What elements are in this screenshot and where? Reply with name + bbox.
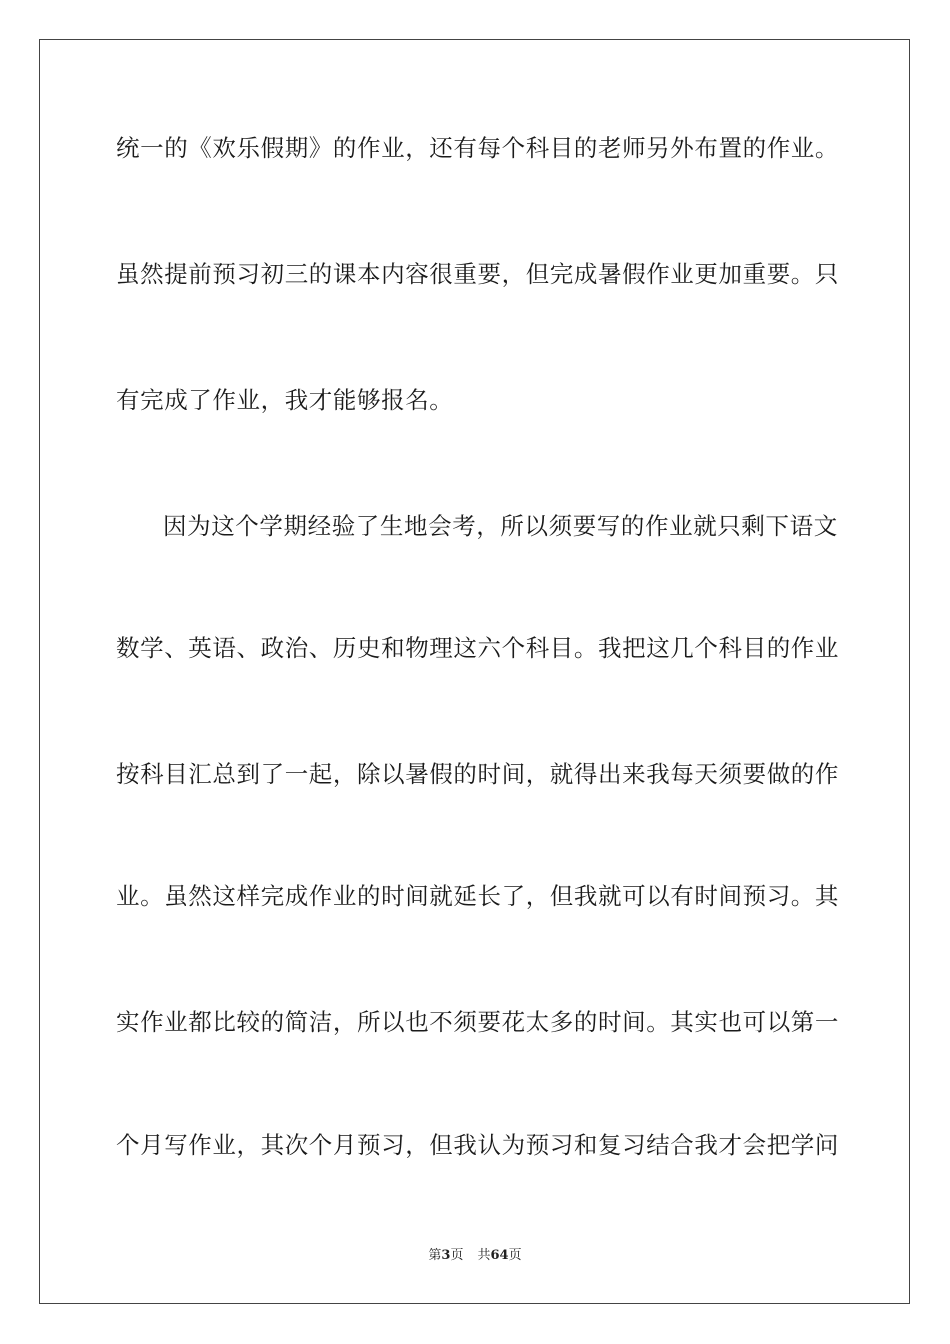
text-line-2: 虽然提前预习初三的课本内容很重要，但完成暑假作业更加重要。只	[116, 260, 839, 288]
text-line-4: 因为这个学期经验了生地会考，所以须要写的作业就只剩下语文	[163, 512, 838, 540]
text-line-3: 有完成了作业，我才能够报名。	[116, 386, 454, 414]
text-line-1: 统一的《欢乐假期》的作业，还有每个科目的老师另外布置的作业。	[116, 134, 839, 162]
footer-page-suffix: 页	[450, 1248, 464, 1263]
text-line-9: 个月写作业，其次个月预习，但我认为预习和复习结合我才会把学问	[116, 1131, 839, 1159]
text-line-7: 业。虽然这样完成作业的时间就延长了，但我就可以有时间预习。其	[116, 882, 839, 910]
text-line-6: 按科目汇总到了一起，除以暑假的时间，就得出来我每天须要做的作	[116, 760, 839, 788]
footer-total-suffix: 页	[508, 1248, 522, 1263]
text-line-5: 数学、英语、政治、历史和物理这六个科目。我把这几个科目的作业	[116, 634, 839, 662]
text-line-8: 实作业都比较的简洁，所以也不须要花太多的时间。其实也可以第一	[116, 1008, 839, 1036]
footer-total-pages: 64	[490, 1248, 509, 1263]
footer-page-prefix: 第	[428, 1248, 442, 1263]
page-border	[39, 39, 910, 1304]
page-footer	[0, 1247, 950, 1265]
footer-total-prefix: 共	[477, 1248, 491, 1263]
footer-page-number: 3	[441, 1248, 451, 1263]
